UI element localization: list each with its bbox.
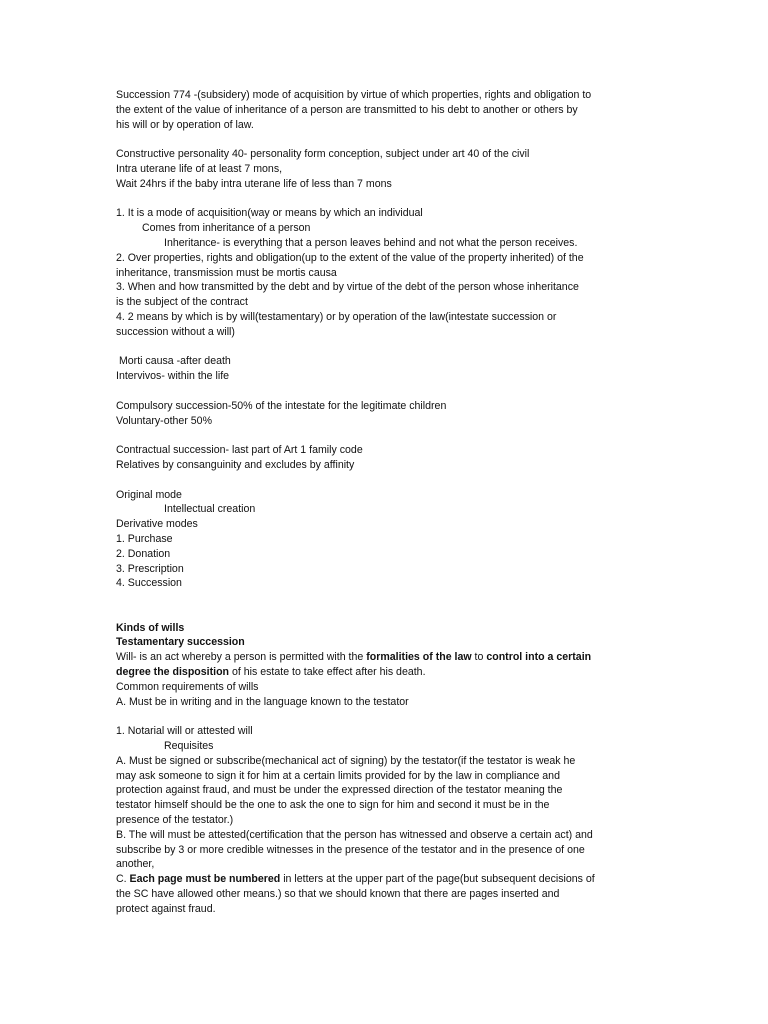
paragraph-morti-causa bbox=[116, 354, 656, 384]
text-line: is the subject of the contract bbox=[116, 296, 248, 309]
text-line: Intellectual creation bbox=[164, 503, 256, 516]
text-line: the SC have allowed other means.) so that we should known that there are pages inserted and bbox=[116, 888, 560, 901]
text-line: may ask someone to sign it for him at a certain limits provided for by the law in compliance and bbox=[116, 769, 560, 782]
text-line: 2. Donation bbox=[116, 547, 171, 560]
text-line: Contractual succession- last part of Art 1 family code bbox=[116, 444, 363, 457]
text-line: 1. Notarial will or attested will bbox=[116, 725, 253, 738]
text-line: the extent of the value of inheritance of a person are transmitted to his debt to another or others by bbox=[116, 103, 578, 116]
paragraph-contractual-succession bbox=[116, 443, 656, 473]
text-line: Requisites bbox=[164, 740, 214, 753]
modes-of-acquisition-list bbox=[116, 488, 656, 592]
text-line: Inheritance- is everything that a person leaves behind and not what the person receives. bbox=[164, 236, 578, 249]
numbered-elements-list bbox=[116, 206, 656, 339]
text-line: A. Must be in writing and in the language known to the testator bbox=[116, 695, 409, 708]
text-line: Relatives by consanguinity and excludes by affinity bbox=[116, 458, 355, 471]
text-line: Voluntary-other 50% bbox=[116, 414, 212, 427]
text-line: A. Must be signed or subscribe(mechanical act of signing) by the testator(if the testator is weak he bbox=[116, 754, 576, 767]
text-line: inheritance, transmission must be mortis causa bbox=[116, 266, 337, 279]
text-line: Common requirements of wills bbox=[116, 680, 259, 693]
text-line: Morti causa -after death bbox=[116, 355, 231, 368]
will-definition-line: Will- is an act whereby a person is permitted with the formalities of the law to control into a certain bbox=[116, 651, 592, 664]
text-line: Original mode bbox=[116, 488, 182, 501]
section-heading: Kinds of wills bbox=[116, 621, 185, 634]
document-page bbox=[116, 88, 656, 917]
text-line: testator himself should be the one to ask the one to sign for him and second it must be in the bbox=[116, 799, 550, 812]
text-line: 2. Over properties, rights and obligation(up to the extent of the value of the property inherited) of the bbox=[116, 251, 584, 264]
text-line: Intervivos- within the life bbox=[116, 370, 230, 383]
text-line: Wait 24hrs if the baby intra uterane life of less than 7 mons bbox=[116, 177, 392, 190]
section-notarial-will bbox=[116, 724, 656, 916]
text-line: protection against fraud, and must be under the expressed direction of the testator meaning the bbox=[116, 784, 563, 797]
text-line: his will or by operation of law. bbox=[116, 118, 254, 131]
paragraph-constructive-personality bbox=[116, 147, 656, 191]
subsection-heading: Testamentary succession bbox=[116, 636, 245, 649]
text-line: 1. It is a mode of acquisition(way or means by which an individual bbox=[116, 207, 423, 220]
text-line: Comes from inheritance of a person bbox=[142, 222, 311, 235]
text-line: subscribe by 3 or more credible witnesses in the presence of the testator and in the presence of one bbox=[116, 843, 585, 856]
text-line: 1. Purchase bbox=[116, 532, 173, 545]
text-line: succession without a will) bbox=[116, 325, 235, 338]
text-line: Derivative modes bbox=[116, 518, 198, 531]
text-line: presence of the testator.) bbox=[116, 814, 234, 827]
paragraph-succession-definition bbox=[116, 88, 656, 132]
text-line: another, bbox=[116, 858, 155, 871]
text-line: 4. Succession bbox=[116, 577, 182, 590]
text-line: 3. When and how transmitted by the debt and by virtue of the debt of the person whose inheritance bbox=[116, 281, 579, 294]
text-line: protect against fraud. bbox=[116, 902, 216, 915]
text-line: Intra uterane life of at least 7 mons, bbox=[116, 162, 283, 175]
section-kinds-of-wills bbox=[116, 621, 656, 710]
text-line: 3. Prescription bbox=[116, 562, 184, 575]
text-line: Compulsory succession-50% of the intestate for the legitimate children bbox=[116, 399, 447, 412]
text-line: C. Each page must be numbered in letters at the upper part of the page(but subsequent decisions of bbox=[116, 873, 595, 886]
will-definition-line: degree the disposition of his estate to take effect after his death. bbox=[116, 666, 426, 679]
paragraph-compulsory-succession bbox=[116, 399, 656, 429]
text-line: Succession 774 -(subsidery) mode of acquisition by virtue of which properties, rights and obligation to bbox=[116, 89, 592, 101]
text-line: Constructive personality 40- personality form conception, subject under art 40 of the civil bbox=[116, 148, 530, 161]
text-line: B. The will must be attested(certification that the person has witnessed and observe a certain act) and bbox=[116, 828, 593, 841]
text-line: 4. 2 means by which is by will(testamentary) or by operation of the law(intestate succession or bbox=[116, 310, 557, 323]
